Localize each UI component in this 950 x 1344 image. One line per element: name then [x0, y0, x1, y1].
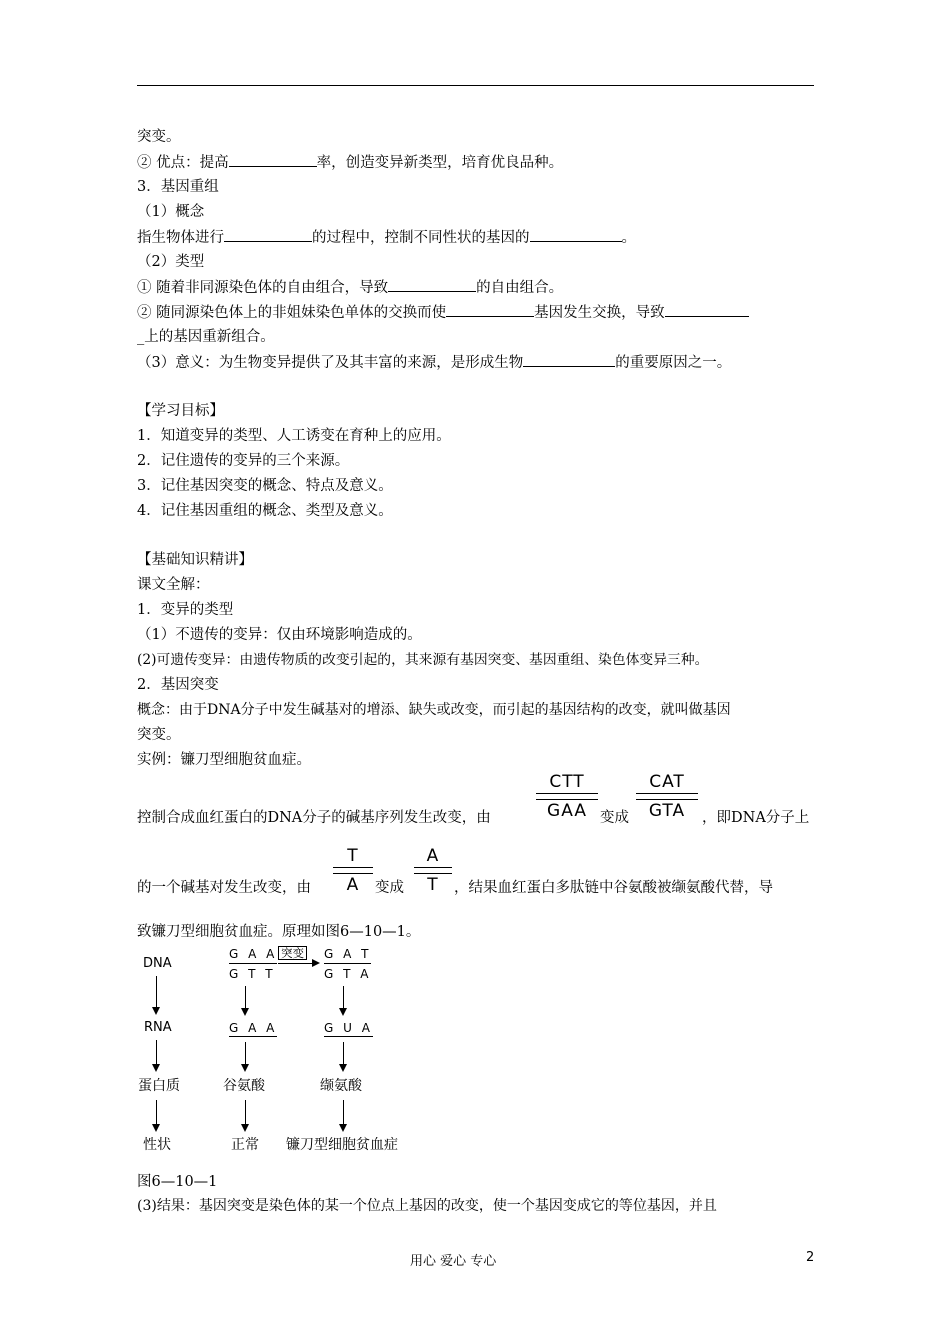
dna-mutant-top: G A T: [324, 946, 371, 964]
text-line: _上的基因重新组合。: [137, 329, 275, 345]
text-line: 变成: [600, 810, 629, 826]
base-pair-fraction: T A: [333, 846, 373, 895]
text-line: 致镰刀型细胞贫血症。原理如图6—10—1。: [137, 924, 421, 940]
base-pair-fraction: CTT GAA: [536, 772, 598, 821]
text-line: （3）意义：为生物变异提供了及其丰富的来源，是形成生物 的重要原因之一。: [137, 352, 731, 373]
down-arrow-icon: [343, 986, 344, 1014]
dna-normal-top: G A A: [229, 946, 277, 964]
text-line: 2．基因突变: [137, 677, 219, 693]
down-arrow-icon: [245, 986, 246, 1014]
list-item: 4．记住基因重组的概念、类型及意义。: [137, 503, 393, 519]
text-line: ，结果血红蛋白多肽链中谷氨酸被缬氨酸代替，导: [454, 880, 773, 896]
diagram-label-dna: DNA: [143, 956, 172, 971]
text-line: 1．变异的类型: [137, 602, 234, 618]
right-arrow-icon: [278, 963, 318, 964]
blank-line: [530, 227, 622, 242]
blank-line: [665, 302, 749, 317]
down-arrow-icon: [156, 1100, 157, 1130]
text-line: ① 随着非同源染色体的自由组合，导致 的自由组合。: [137, 277, 563, 298]
header-rule: [137, 85, 814, 86]
dna-mutant-bottom: G T A: [324, 967, 372, 981]
text-line: 的一个碱基对发生改变，由: [137, 880, 311, 896]
subheading: （1）概念: [137, 204, 205, 220]
text-line: 控制合成血红蛋白的DNA分子的碱基序列发生改变，由: [137, 810, 491, 826]
text-line: 概念：由于DNA分子中发生碱基对的增添、缺失或改变，而引起的基因结构的改变，就叫做基因: [137, 702, 731, 718]
blank-line: [446, 302, 534, 317]
page-number: 2: [806, 1250, 815, 1265]
trait-normal: 正常: [231, 1137, 259, 1153]
subheading: （2）类型: [137, 254, 205, 270]
down-arrow-icon: [156, 1040, 157, 1070]
base-pair-fraction: CAT GTA: [636, 772, 698, 821]
figure-caption: 图6—10—1: [137, 1174, 218, 1190]
list-item: 1．知道变异的类型、人工诱变在育种上的应用。: [137, 428, 451, 444]
section-heading: 【基础知识精讲】: [137, 552, 253, 568]
section-heading: 【学习目标】: [137, 403, 224, 419]
blank-line: [523, 352, 615, 367]
mutation-label: 突变: [278, 946, 307, 960]
blank-line: [229, 152, 317, 167]
text-line: ② 优点：提高 率，创造变异新类型，培育优良品种。: [137, 152, 563, 173]
section-heading: 3．基因重组: [137, 179, 219, 195]
protein-normal: 谷氨酸: [223, 1078, 265, 1094]
diagram-label-rna: RNA: [144, 1020, 172, 1035]
protein-mutant: 缬氨酸: [320, 1078, 362, 1094]
rna-normal: G A A: [229, 1021, 278, 1035]
down-arrow-icon: [245, 1042, 246, 1070]
text-line: ，即DNA分子上: [702, 810, 810, 826]
text-line: 突变。: [137, 727, 181, 743]
text-line: (3)结果：基因突变是染色体的某一个位点上基因的改变，使一个基因变成它的等位基因，并且: [137, 1198, 717, 1214]
down-arrow-icon: [343, 1100, 344, 1130]
blank-line: [224, 227, 312, 242]
diagram-label-trait: 性状: [143, 1137, 171, 1153]
down-arrow-icon: [343, 1042, 344, 1070]
footer-text: 用心 爱心 专心: [410, 1254, 497, 1269]
down-arrow-icon: [245, 1100, 246, 1130]
base-pair-fraction: A T: [414, 846, 452, 895]
text-line: 变成: [375, 880, 404, 896]
down-arrow-icon: [156, 976, 157, 1013]
text-line: 课文全解：: [137, 577, 210, 593]
trait-mutant: 镰刀型细胞贫血症: [286, 1137, 398, 1153]
list-item: 2．记住遗传的变异的三个来源。: [137, 453, 350, 469]
blank-line: [388, 277, 476, 292]
text-line: 突变。: [137, 129, 181, 145]
text-line: 指生物体进行 的过程中，控制不同性状的基因的 。: [137, 227, 636, 248]
text-line: （1）不遗传的变异：仅由环境影响造成的。: [137, 627, 422, 643]
text-line: ② 随同源染色体上的非姐妹染色单体的交换而使 基因发生交换，导致: [137, 302, 749, 323]
text-line: 实例：镰刀型细胞贫血症。: [137, 752, 311, 768]
diagram-label-protein: 蛋白质: [138, 1078, 180, 1094]
rna-mutant: G U A: [324, 1021, 373, 1035]
text-line: (2)可遗传变异：由遗传物质的改变引起的，其来源有基因突变、基因重组、染色体变异三种。: [137, 652, 709, 668]
list-item: 3．记住基因突变的概念、特点及意义。: [137, 478, 393, 494]
dna-normal-bottom: G T T: [229, 967, 276, 981]
